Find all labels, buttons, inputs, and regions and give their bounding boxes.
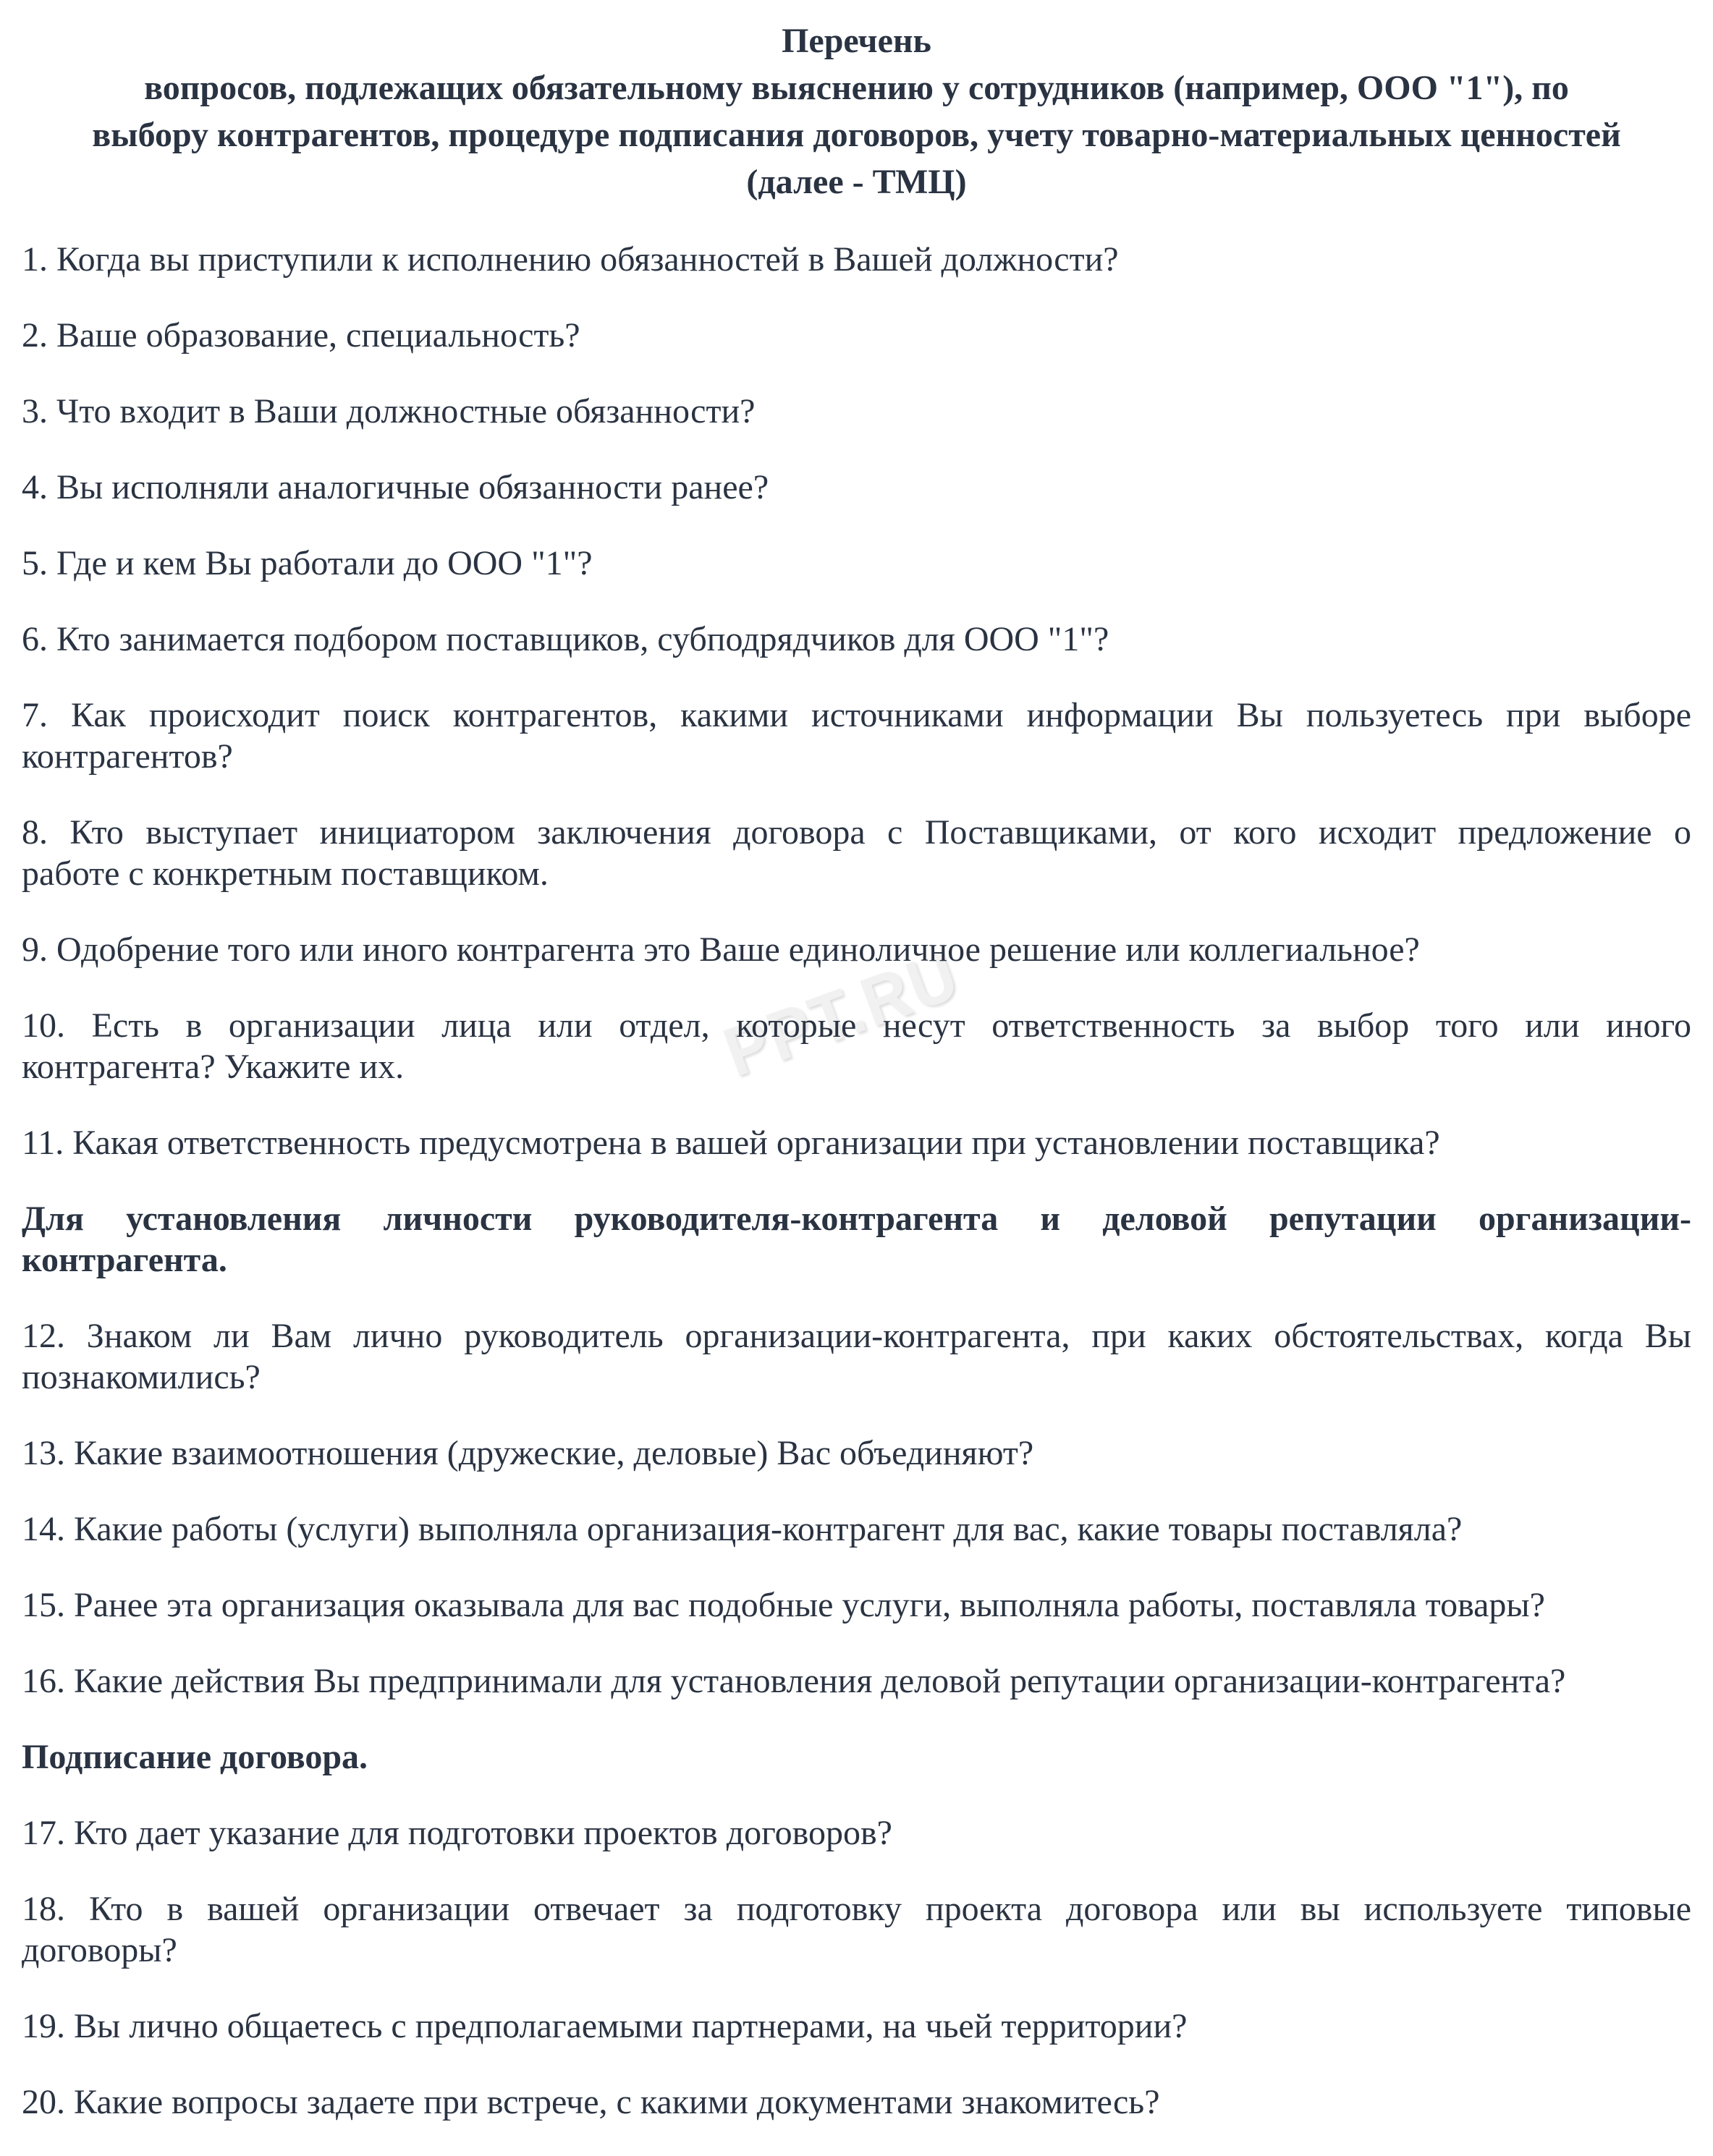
- section-heading-counterparty-identity: [22, 1198, 1691, 1281]
- question-2: 2. Ваше образование, специальность?: [22, 316, 580, 355]
- question-15: 15. Ранее эта организация оказывала для вас подобные услуги, выполняла работы, поставляла товары?: [22, 1586, 1545, 1624]
- question-5: 5. Где и кем Вы работали до ООО "1"?: [22, 544, 593, 582]
- title-line-2: вопросов, подлежащих обязательному выяснению у сотрудников (например, ООО "1"), по: [144, 69, 1569, 107]
- question-9: 9. Одобрение того или иного контрагента это Ваше единоличное решение или коллегиальное?: [22, 930, 1420, 969]
- question-18: [22, 1888, 1691, 1971]
- ppt-ru-watermark: PPT.RU: [714, 935, 970, 1092]
- title-line-3: выбору контрагентов, процедуре подписания договоров, учету товарно-материальных ценностей: [92, 116, 1621, 154]
- section-heading-line-1: Для установления личности руководителя-контрагента и деловой репутации организации-: [22, 1200, 1691, 1238]
- document-content: [22, 17, 1691, 2123]
- question-3: 3. Что входит в Ваши должностные обязанности?: [22, 392, 756, 430]
- question-10-line-1: 10. Есть в организации лица или отдел, которые несут ответственность за выбор того или иного: [22, 1006, 1691, 1045]
- question-7: [22, 695, 1691, 777]
- document-title: [43, 17, 1670, 205]
- question-12: [22, 1315, 1691, 1398]
- question-18-line-1: 18. Кто в вашей организации отвечает за подготовку проекта договора или вы используете типовые: [22, 1890, 1691, 1928]
- question-11: 11. Какая ответственность предусмотрена в вашей организации при установлении поставщика?: [22, 1124, 1440, 1162]
- question-6: 6. Кто занимается подбором поставщиков, субподрядчиков для ООО "1"?: [22, 620, 1109, 658]
- section-heading-contract-signing: Подписание договора.: [22, 1738, 368, 1776]
- question-8-line-2: работе с конкретным поставщиком.: [22, 854, 549, 893]
- question-18-line-2: договоры?: [22, 1931, 177, 1969]
- question-13: 13. Какие взаимоотношения (дружеские, деловые) Вас объединяют?: [22, 1434, 1034, 1472]
- question-7-line-2: контрагентов?: [22, 737, 233, 776]
- question-16: 16. Какие действия Вы предпринимали для установления деловой репутации организации-контрагента?: [22, 1662, 1566, 1700]
- question-10-line-2: контрагента? Укажите их.: [22, 1048, 405, 1086]
- question-12-line-2: познакомились?: [22, 1358, 261, 1396]
- question-7-line-1: 7. Как происходит поиск контрагентов, какими источниками информации Вы пользуетесь при выборе: [22, 696, 1691, 734]
- question-19: 19. Вы лично общаетесь с предполагаемыми партнерами, на чьей территории?: [22, 2007, 1188, 2045]
- section-heading-line-2: контрагента.: [22, 1241, 227, 1279]
- question-17: 17. Кто дает указание для подготовки проектов договоров?: [22, 1814, 892, 1852]
- question-4: 4. Вы исполняли аналогичные обязанности ранее?: [22, 468, 769, 506]
- question-1: 1. Когда вы приступили к исполнению обязанностей в Вашей должности?: [22, 240, 1119, 279]
- question-8: [22, 812, 1691, 894]
- question-20: 20. Какие вопросы задаете при встрече, с какими документами знакомитесь?: [22, 2083, 1160, 2121]
- title-line-1: Перечень: [782, 22, 931, 60]
- title-line-4: (далее - ТМЦ): [746, 163, 967, 201]
- question-10: [22, 1005, 1691, 1087]
- question-12-line-1: 12. Знаком ли Вам лично руководитель организации-контрагента, при каких обстоятельствах, когда Вы: [22, 1317, 1691, 1355]
- question-14: 14. Какие работы (услуги) выполняла организация-контрагент для вас, какие товары поставляла?: [22, 1510, 1463, 1548]
- question-8-line-1: 8. Кто выступает инициатором заключения договора с Поставщиками, от кого исходит предложение о: [22, 813, 1691, 852]
